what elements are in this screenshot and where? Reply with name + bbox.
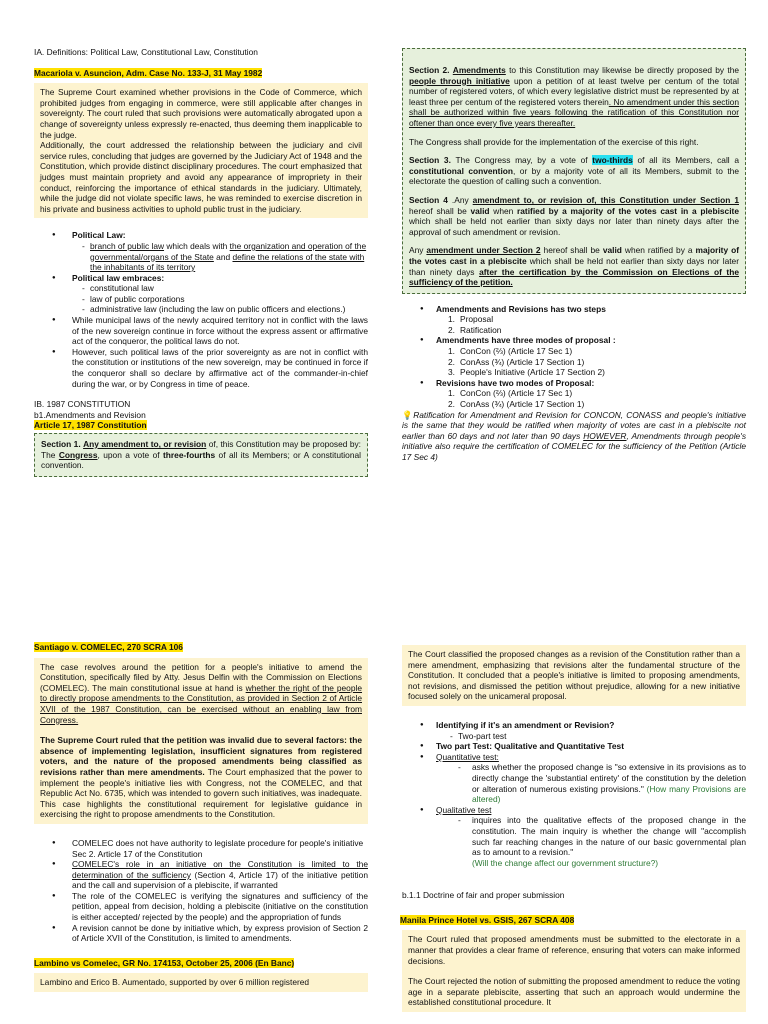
case-title-lambino: Lambino vs Comelec, GR No. 174153, October 25, 2006 (En Banc) bbox=[34, 957, 295, 968]
list-item: ● COMELEC does not have authority to legislate procedure for people's initiative Sec 2. Article 17 of the Constitution bbox=[34, 838, 368, 859]
revision-classification-p: The Court classified the proposed changes as a revision of the Constitution rather than a mere amendment, emphasizing that revisions alter the fundamental structure of the Constitution. It concluded that a people's initiative is limited to proposing amendments, not revisions, and dismissed the petition without prejudice, allowing for a new initiative focused solely on the unicameral proposal. bbox=[408, 649, 740, 702]
section-3-text: Section 3. The Congress may, by a vote of two-thirds of all its Members, call a constitutional convention, or by a majority vote of all its Members, submit to the electorate the question of calling such a convention. bbox=[409, 155, 740, 187]
steps-label: ● Amendments and Revisions has two steps bbox=[402, 304, 746, 315]
section-4-second-text: Any amendment under Section 2 hereof shall be valid when ratified by a majority of the votes cast in a plebiscite which shall be held not earlier than sixty days nor later than ninety days after the certification by the Commission on Elections of the sufficiency of the petition. bbox=[409, 245, 740, 288]
list-item: - inquires into the qualitative effects of the proposed change in the constitution. The main inquiry is whether the change will "accomplish such far reaching changes in the nature of our basic governmental plan as to amount to a revision." (Will the change affect our government structure?) bbox=[402, 815, 746, 868]
santiago-p2: The Supreme Court ruled that the petition was invalid due to several factors: the absence of implementing legislation, insufficient signatures from registered voters, and the nature of the proposed amendments being classified as revisions rather than mere amendments. The Court emphasized that the power to implement the people's initiative lies with Congress, not the COMELEC, and that Republic Act No. 6735, which was intended to govern such initiatives, was inadequate. This case highlights the constitutional requirement for legislative guidance in exercising the right to propose amendments to the Constitution. bbox=[40, 735, 362, 820]
list-item: - administrative law (including the law on public officers and elections.) bbox=[34, 304, 368, 315]
list-item: 2. ConAss (¾) (Article 17 Section 1) bbox=[448, 356, 585, 367]
page2-right-column bbox=[402, 645, 746, 1012]
quantitative-test-label: ● Quantitative test: bbox=[402, 752, 746, 763]
list-item: 2. ConAss (¾) (Article 17 Section 1) bbox=[448, 399, 585, 410]
article-17-heading: Article 17, 1987 Constitution bbox=[34, 420, 147, 431]
political-law-definition: - branch of public law which deals with the organization and operation of the governmental/organs of the State and define the relations of the state with the inhabitants of its territory bbox=[34, 241, 368, 273]
section-heading-ia: IA. Definitions: Political Law, Constitutional Law, Constitution bbox=[34, 47, 258, 57]
section-4-text: Section 4 .Any amendment to, or revision of, this Constitution under Section 1 hereof shall be valid when ratified by a majority of the votes cast in a plebiscite which shall be held not earlier than sixty days nor later than ninety days after the approval of such amendment or revision. bbox=[409, 194, 739, 237]
section-heading-ib: IB. 1987 CONSTITUTION bbox=[34, 399, 131, 410]
list-item: 1. Proposal bbox=[448, 314, 494, 325]
lightbulb-icon: 💡 bbox=[402, 409, 414, 420]
list-item: - law of public corporations bbox=[34, 294, 368, 305]
santiago-p1: The case revolves around the petition for a people's initiative to amend the Constitution, specifically filed by Atty. Jesus Delfin with the Commission on Elections (COMELEC). The main constitutional issue at hand is whether the right of the people to directly propose amendments to the Constitution, as provided in Section 2 of Article XVII of the 1987 Constitution, can be exercised without an enabling law from Congress. bbox=[40, 661, 363, 725]
section-2-text: Section 2. Amendments to this Constitution may likewise be directly proposed by the people through initiative upon a petition of at least twelve per centum of the total number of registered voters, of which every legislative district must be represented by at least three per centum of the registered voters therein. No amendment under this section shall be authorized within five years following the ratification of this Constitution nor oftener than once every five years thereafter. bbox=[409, 65, 740, 128]
section-1-box: Section 1. Any amendment to, or revision of, this Constitution may be proposed by: The Congress, upon a vote of three-fourths of all its Members; or A constitutional convention. bbox=[34, 433, 368, 477]
political-law-embraces-label: ● Political law embraces: bbox=[34, 273, 368, 284]
list-item: 3. People's Initiative (Article 17 Section 2) bbox=[448, 367, 605, 378]
revision-classification-box bbox=[402, 645, 746, 706]
case-summary-p2: Additionally, the court addressed the relationship between the judiciary and civil service rules, concluding that judges are governed by the Judiciary Act of 1948 and the Constitution, which provide distinct disciplinary procedures. The court emphasized that judges must maintain propriety and avoid any appearance of impropriety in their conduct, reinforcing the importance of ethical standards in the judiciary. Ultimately, while the judge did not violate specific laws, he was reminded to exercise discretion in his private and business activities to uphold public trust in the judiciary. bbox=[40, 140, 362, 214]
list-item: ● While municipal laws of the newly acquired territory not in conflict with the laws of the new sovereign continue in force without the express assent or affirmative act of the conqueror, the political laws do not. bbox=[34, 315, 368, 347]
section-2-implementation: The Congress shall provide for the implementation of the exercise of this right. bbox=[409, 136, 699, 147]
amendment-steps-list bbox=[402, 304, 746, 410]
case-summary-box bbox=[34, 83, 368, 218]
list-item: - asks whether the proposed change is "so extensive in its provisions as to directly change the 'substantial entirety' of the constitution by the deletion or alteration of numerous existing provisions." (How many Provisions are altered) bbox=[402, 762, 746, 804]
sections-2-4-box bbox=[402, 48, 746, 294]
political-law-list bbox=[34, 230, 368, 389]
lambino-summary-box bbox=[34, 973, 368, 992]
qualitative-test-label: ● Qualitative test bbox=[402, 805, 746, 816]
page2-left-column bbox=[34, 642, 368, 992]
list-item: - constitutional law bbox=[34, 283, 368, 294]
revision-modes-label: ● Revisions have two modes of Proposal: bbox=[402, 378, 746, 389]
list-item: 1. ConCon (⅔) (Article 17 Sec 1) bbox=[448, 388, 573, 399]
ratification-note: 💡Ratification for Amendment and Revision for CONCON, CONASS and people's initiative is the same that they would be ratified when majority of votes are cast in a plebiscite not earlier than 60 days and not later than 90 days HOWEVER, Amendments through people's initiative also require the certification of COMELEC for the sufficiency of the Petition (Article 17 Sec 4) bbox=[402, 409, 747, 462]
political-law-label: ● Political Law: bbox=[34, 230, 368, 241]
manila-p2: The Court rejected the notion of submitting the proposed amendment to reduce the voting age in a separate plebiscite, asserting that such an approach would undermine the established constitutional procedure. It bbox=[408, 976, 740, 1008]
list-item: 2. Ratification bbox=[448, 324, 502, 335]
doctrine-heading: b.1.1 Doctrine of fair and proper submission bbox=[402, 890, 565, 901]
tests-list bbox=[402, 720, 746, 868]
santiago-summary-box bbox=[34, 658, 368, 824]
case-title-santiago: Santiago v. COMELEC, 270 SCRA 106 bbox=[34, 642, 183, 652]
case-title-macariola: Macariola v. Asuncion, Adm. Case No. 133-J, 31 May 1982 bbox=[34, 67, 263, 78]
two-part-test-label: ● Two part Test: Qualitative and Quantitative Test bbox=[402, 741, 746, 752]
lambino-p: Lambino and Erico B. Aumentado, supported by over 6 million registered bbox=[40, 977, 310, 988]
list-item: ● A revision cannot be done by initiative which, by express provision of Section 2 of Article XVII of the Constitution, is limited to amendments. bbox=[34, 923, 368, 944]
list-item: - Two-part test bbox=[402, 731, 746, 742]
manila-p1: The Court ruled that proposed amendments must be submitted to the electorate in a manner that provides a clear frame of reference, ensuring that voters can make informed decisions. bbox=[408, 934, 740, 966]
manila-summary-box bbox=[402, 930, 746, 1012]
comelec-list bbox=[34, 838, 368, 944]
page1-right-column bbox=[402, 48, 746, 463]
list-item: ● However, such political laws of the prior sovereignty as are not in conflict with the constitution or institutions of the new sovereign, may be continued in force if the conqueror shall so declare by affirmative act of the commander-in-chief during the war, or by Congress in time of peace. bbox=[34, 347, 368, 389]
case-summary-p1: The Supreme Court examined whether provisions in the Code of Commerce, which prohibited judges from engaging in commerce, were still applicable after changes in sovereignty. The court ruled that such provisions were automatically abrogated upon a change of sovereignty unless expressly re-enacted, thus deeming them inapplicable to the judge. bbox=[40, 87, 362, 140]
section-heading-b1: b1.Amendments and Revision bbox=[34, 409, 146, 420]
list-item: ● COMELEC's role in an initiative on the Constitution is limited to the determination of the sufficiency (Section 4, Article 17) of the initiative petition and the call and supervision of a plebiscite, if warranted bbox=[34, 859, 368, 891]
identifying-label: ● Identifying if it's an amendment or Revision? bbox=[402, 720, 746, 731]
case-title-manila: Manila Prince Hotel vs. GSIS, 267 SCRA 408 bbox=[400, 914, 575, 925]
list-item: 1. ConCon (⅔) (Article 17 Sec 1) bbox=[448, 346, 573, 357]
amendment-modes-label: ● Amendments have three modes of proposal : bbox=[402, 335, 746, 346]
list-item: ● The role of the COMELEC is verifying the signatures and sufficiency of the petition, appeal from decision, holding a plebiscite (initiative on the constitution is either accepted/ rejected by the people) and the appropriation of funds bbox=[34, 891, 368, 923]
page1-left-column bbox=[34, 47, 368, 477]
